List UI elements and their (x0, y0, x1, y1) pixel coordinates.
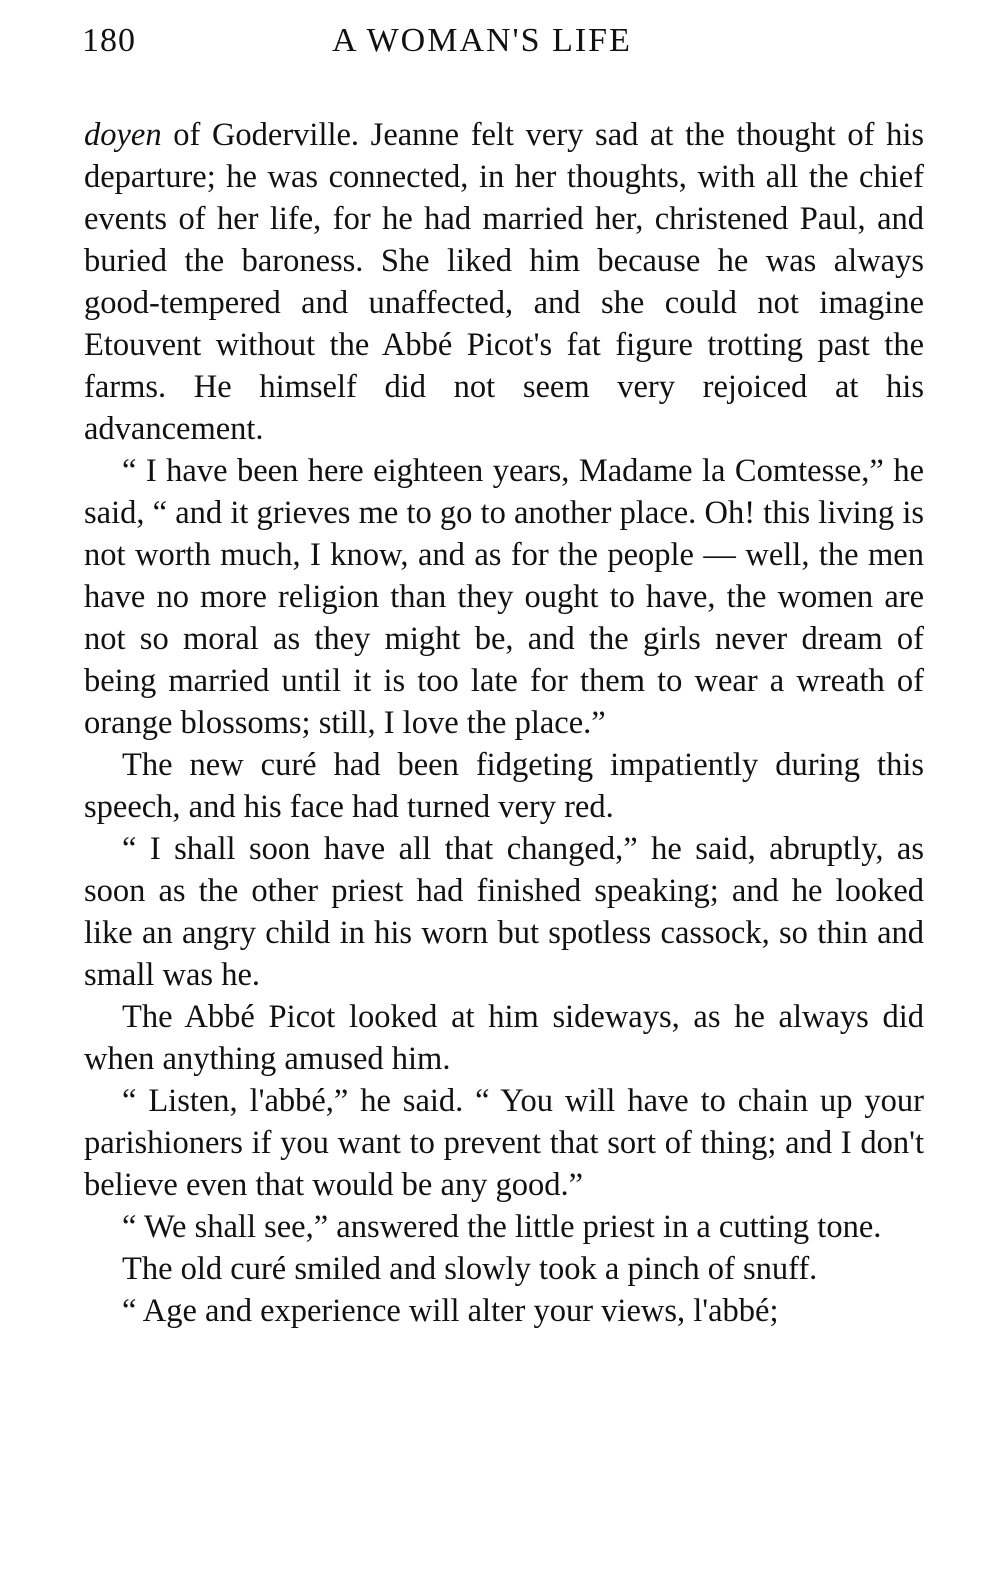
paragraph: “ Age and experience will alter your views, l'abbé; (122, 1293, 779, 1329)
paragraph: The new curé had been fidgeting impatiently during this speech, and his face had turned very red. (84, 747, 924, 825)
paragraph (84, 114, 924, 450)
body-text (84, 114, 924, 1332)
page-header (84, 22, 924, 70)
paragraph: The Abbé Picot looked at him sideways, as he always did when anything amused him. (84, 999, 924, 1077)
paragraph: “ Listen, l'abbé,” he said. “ You will have to chain up your parishioners if you want to prevent that sort of thing; and I don't believe even that would be any good.” (84, 1083, 924, 1203)
running-title: A WOMAN'S LIFE (332, 22, 632, 59)
paragraph: “ I have been here eighteen years, Madame la Comtesse,” he said, “ and it grieves me to go to another place. Oh! this living is not worth much, I know, and as for the people — well, the men have no more religion than they ought to have, the women are not so moral as they might be, and the girls never dream of being married until it is too late for them to wear a wreath of orange blossoms; still, I love the place.” (84, 453, 924, 741)
paragraph: “ I shall soon have all that changed,” he said, abruptly, as soon as the other priest had finished speaking; and he looked like an angry child in his worn but spotless cassock, so thin and small was he. (84, 831, 924, 993)
paragraph-text: of Goderville. Jeanne felt very sad at the thought of his departure; he was connected, in her thoughts, with all the chief events of her life, for he had married her, christened Paul, and buried the baroness. She liked him because he was always good-tempered and unaffected, and she could not imagine Etouvent without the Abbé Picot's fat figure trotting past the farms. He himself did not seem very rejoiced at his advancement. (84, 117, 924, 447)
paragraph: “ We shall see,” answered the little priest in a cutting tone. (122, 1209, 882, 1245)
paragraph: The old curé smiled and slowly took a pinch of snuff. (122, 1251, 818, 1287)
book-page (84, 22, 924, 1562)
italic-word: doyen (84, 117, 162, 153)
page-number: 180 (82, 22, 136, 59)
